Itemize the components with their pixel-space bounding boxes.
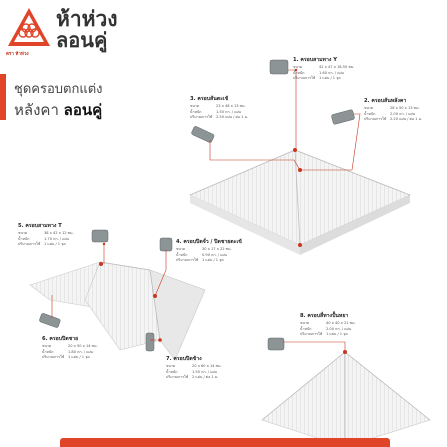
part-four-way-icon bbox=[268, 338, 284, 350]
callout-title: 7. ครอบปิดข้าง bbox=[166, 356, 202, 362]
part-side-cover-icon bbox=[146, 333, 154, 351]
callout-title: 4. ครอบปิดจั่ว / ปิดชายตะเข้ bbox=[176, 239, 242, 245]
label-usage: ปริมาณการใช้ bbox=[293, 76, 316, 81]
value-usage: 1 แผ่น / 1 จุด bbox=[44, 242, 66, 247]
label-size: ขนาด bbox=[293, 65, 303, 69]
value-weight: 1.50 กก. / แผ่น bbox=[216, 109, 242, 114]
label-weight: น้ำหนัก bbox=[190, 109, 202, 114]
part-hip-ridge-icon bbox=[191, 126, 215, 143]
value-weight: 1.50 กก. / แผ่น bbox=[192, 369, 218, 374]
part-t-icon bbox=[92, 230, 108, 242]
value-usage: 2.50 แผ่น / ต่อ 1 ม. bbox=[216, 115, 249, 120]
label-usage: ปริมาณการใช้ bbox=[166, 375, 189, 380]
label-size: ขนาด bbox=[190, 104, 200, 108]
callout-item-5 bbox=[18, 222, 74, 248]
brand-tagline: ตรา ห้าห่วง bbox=[6, 52, 29, 57]
brand-name-line2: ลอนคู่ bbox=[56, 28, 108, 52]
page-title-line1: ชุดครอบตกแต่ง bbox=[14, 82, 103, 97]
value-size: 40 x 40 x 21 ซม. bbox=[326, 321, 356, 325]
value-size: 23 x 48 x 13 ซม. bbox=[216, 104, 246, 108]
value-size: 42 x 47 x 18.50 ซม. bbox=[319, 65, 355, 69]
value-weight: 1.70 กก. / แผ่น bbox=[44, 236, 70, 241]
callout-title: 6. ครอบปิดชาย bbox=[42, 336, 79, 342]
value-size: 30 x 17 x 22 ซม. bbox=[202, 247, 232, 251]
callout-title: 5. ครอบสามทาง T bbox=[18, 223, 62, 229]
callout-item-1 bbox=[293, 56, 354, 82]
callout-item-8 bbox=[300, 312, 356, 338]
page-title-line2-bold: ลอนคู่ bbox=[63, 101, 103, 119]
label-weight: น้ำหนัก bbox=[300, 326, 312, 331]
label-size: ขนาด bbox=[176, 247, 186, 251]
callout-item-2 bbox=[364, 97, 422, 123]
label-usage: ปริมาณการใช้ bbox=[18, 242, 41, 247]
label-weight: น้ำหนัก bbox=[18, 236, 30, 241]
callout-item-6 bbox=[42, 335, 98, 361]
label-weight: น้ำหนัก bbox=[293, 70, 305, 75]
bottom-accent-bar bbox=[60, 438, 390, 447]
value-weight: 0.90 กก. / แผ่น bbox=[202, 252, 228, 257]
value-usage: 1 แผ่น / 1 จุด bbox=[326, 332, 348, 337]
label-weight: น้ำหนัก bbox=[42, 349, 54, 354]
value-size: 38 x 42 x 12 ซม. bbox=[44, 231, 74, 235]
value-weight: 2.00 กก. / แผ่น bbox=[390, 111, 416, 116]
label-size: ขนาด bbox=[364, 106, 374, 110]
part-eave-end-icon bbox=[39, 313, 61, 328]
part-ridge-icon bbox=[331, 109, 355, 124]
callout-title: 1. ครอบสามทาง Y bbox=[293, 57, 337, 63]
value-usage: 2.20 แผ่น / ต่อ 1 ม. bbox=[390, 117, 423, 122]
brand-name-line1: ห้าห่วง bbox=[56, 7, 118, 31]
value-usage: 1 แผ่น / 1 จุด bbox=[319, 76, 341, 81]
pyramid-roof-bottom bbox=[262, 350, 430, 447]
label-usage: ปริมาณการใช้ bbox=[364, 117, 387, 122]
label-weight: น้ำหนัก bbox=[176, 252, 188, 257]
label-size: ขนาด bbox=[300, 321, 310, 325]
label-usage: ปริมาณการใช้ bbox=[42, 355, 65, 360]
value-size: 20 x 60 x 14 ซม. bbox=[192, 364, 222, 368]
page-title-line2-prefix: หลังคา bbox=[14, 101, 64, 119]
value-weight: 1.60 กก. / แผ่น bbox=[319, 70, 345, 75]
value-size: 28 x 50 x 13 ซม. bbox=[390, 106, 420, 110]
callout-title: 3. ครอบสันตะเข้ bbox=[190, 96, 229, 102]
value-usage: 2 แผ่น / ต่อ 1 ม. bbox=[192, 375, 219, 380]
callout-item-4 bbox=[176, 238, 242, 264]
label-size: ขนาด bbox=[18, 231, 28, 235]
callout-title: 8. ครอบสี่ทางปั้นหยา bbox=[300, 313, 349, 319]
label-weight: น้ำหนัก bbox=[166, 369, 178, 374]
callout-item-7 bbox=[166, 355, 222, 381]
callout-item-3 bbox=[190, 95, 248, 121]
value-weight: 1.80 กก. / แผ่น bbox=[68, 349, 94, 354]
label-usage: ปริมาณการใช้ bbox=[190, 115, 213, 120]
label-size: ขนาด bbox=[42, 344, 52, 348]
value-weight: 2.00 กก. / แผ่น bbox=[326, 326, 352, 331]
value-usage: 1 แผ่น / 1 จุด bbox=[68, 355, 90, 360]
label-usage: ปริมาณการใช้ bbox=[176, 258, 199, 263]
value-usage: 1 แผ่น / 1 จุด bbox=[202, 258, 224, 263]
value-size: 20 x 50 x 14 ซม. bbox=[68, 344, 98, 348]
part-gable-end-icon bbox=[160, 238, 172, 251]
label-weight: น้ำหนัก bbox=[364, 111, 376, 116]
part-y-icon bbox=[270, 60, 288, 74]
label-usage: ปริมาณการใช้ bbox=[300, 332, 323, 337]
callout-title: 2. ครอบสันหลังคา bbox=[364, 98, 407, 104]
label-size: ขนาด bbox=[166, 364, 176, 368]
